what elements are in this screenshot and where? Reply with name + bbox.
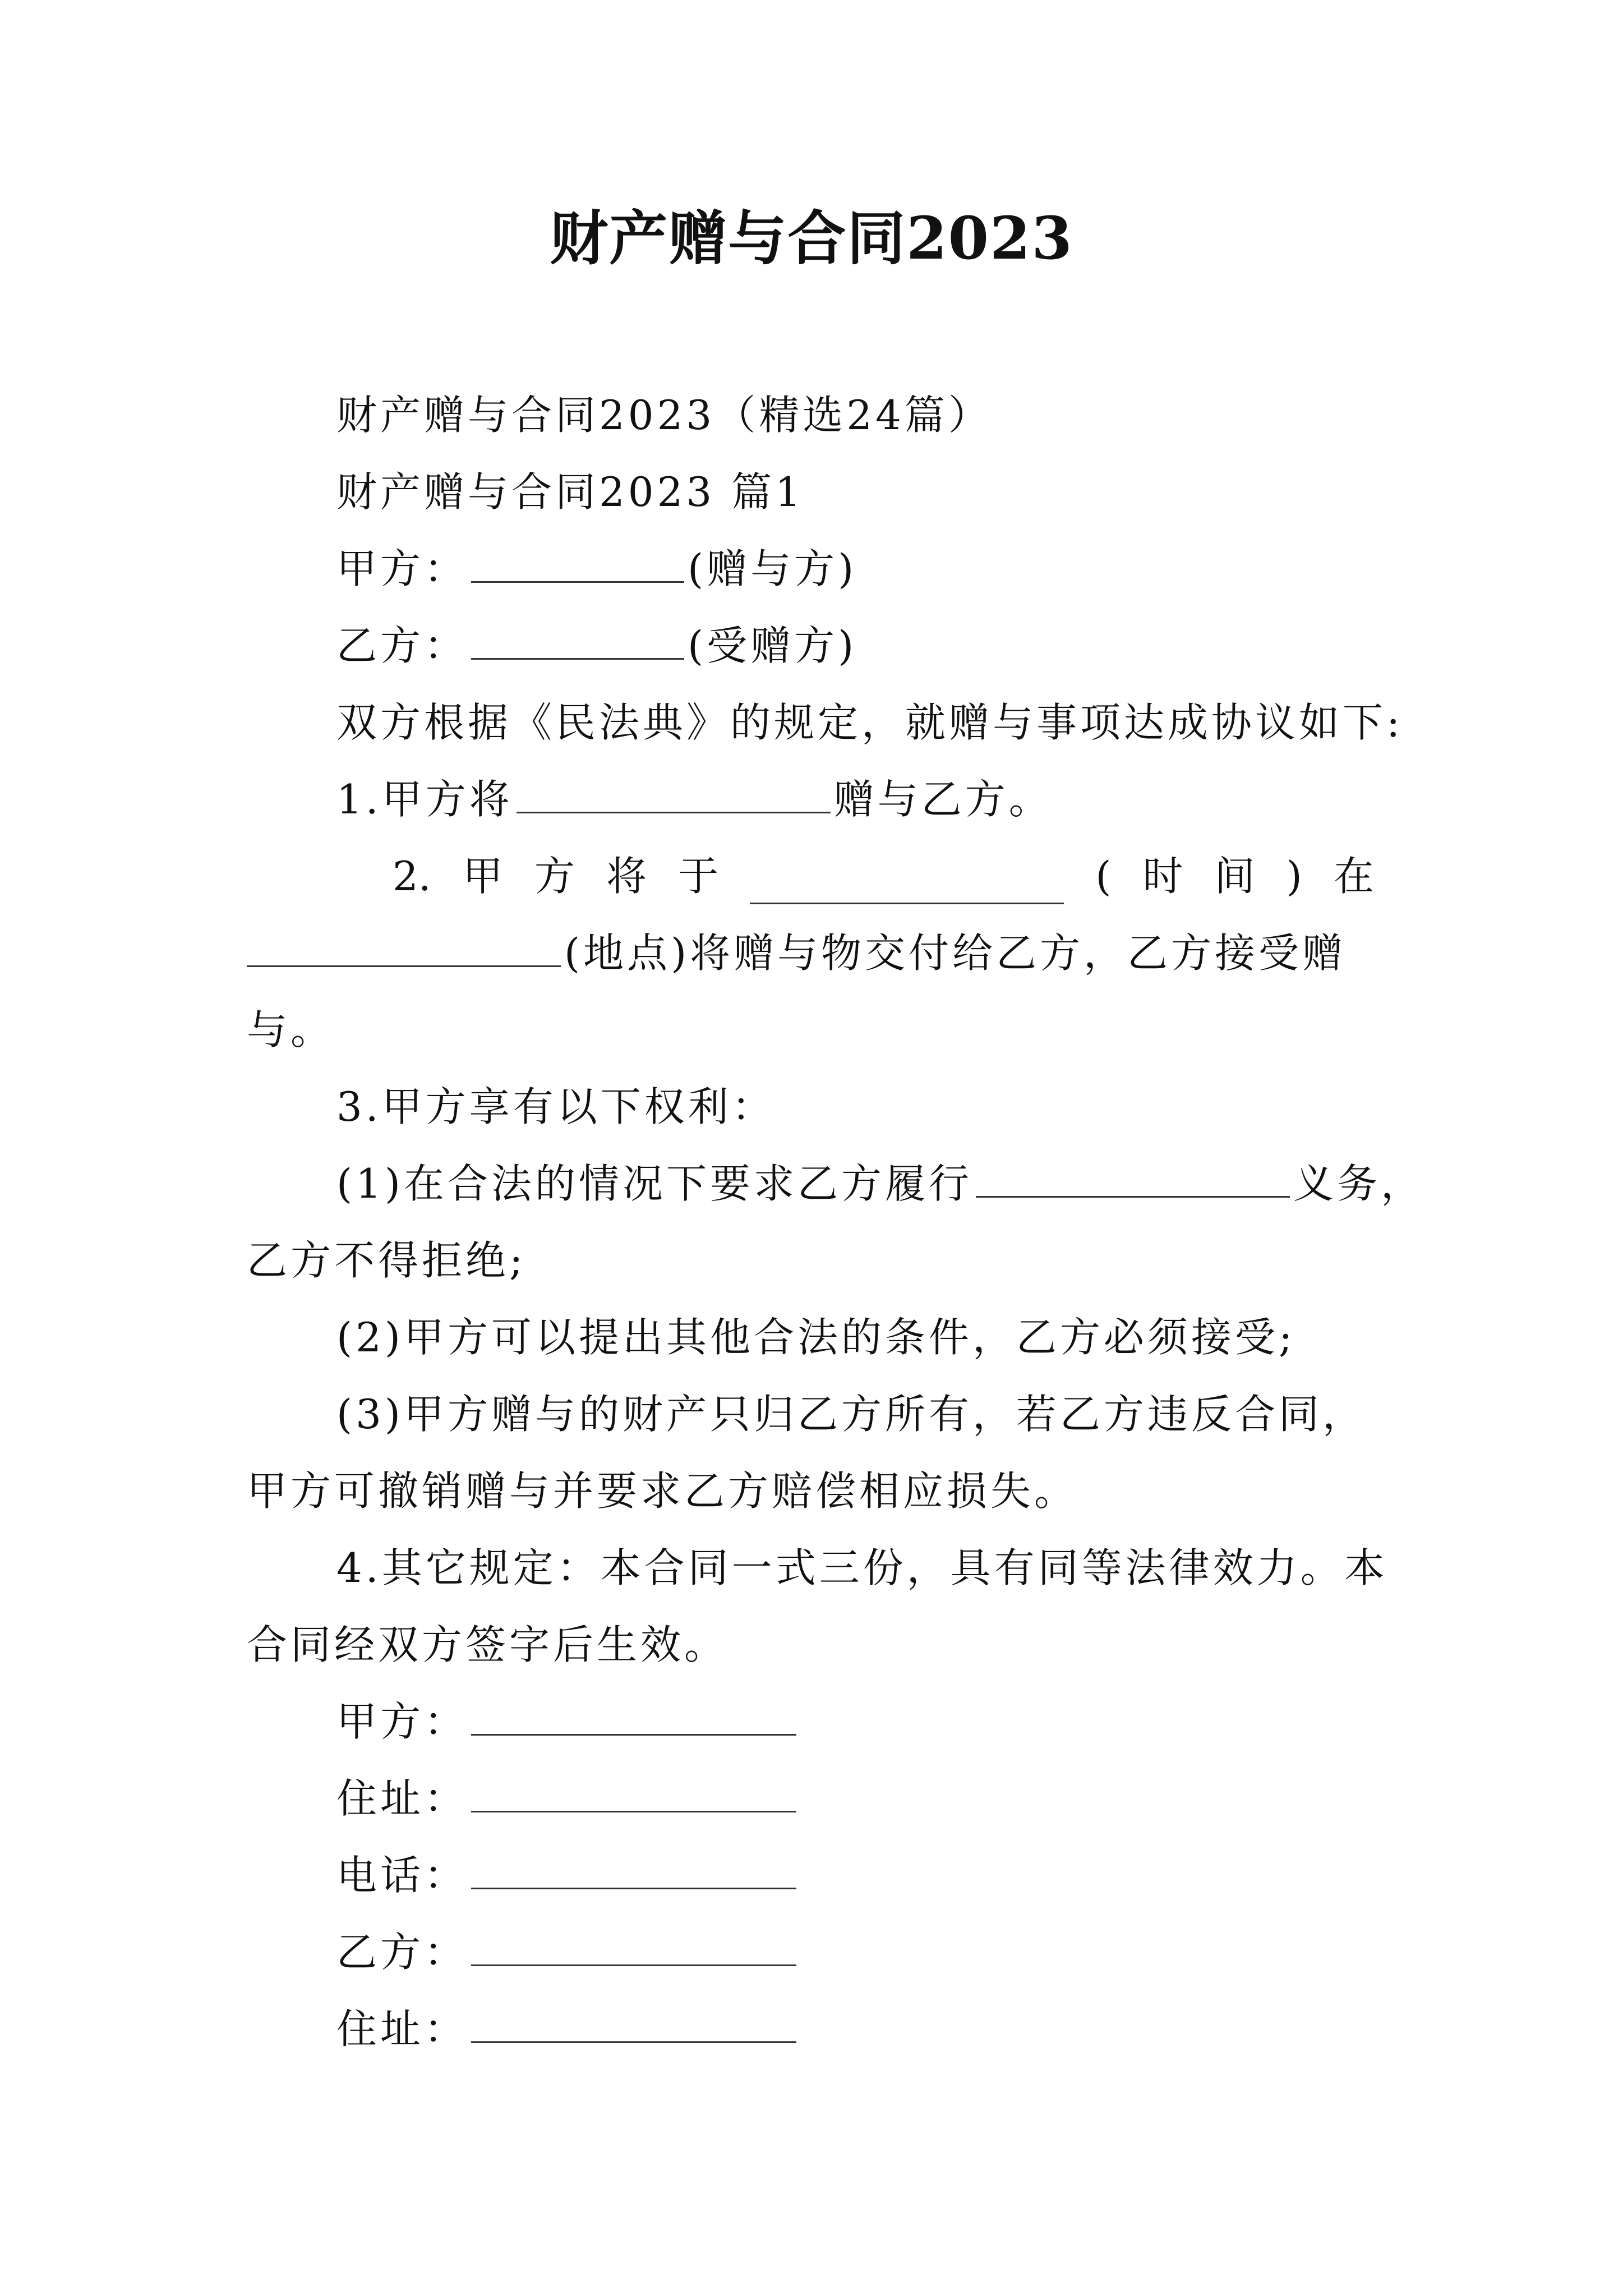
clause-3-item-2: (2)甲方可以提出其他合法的条件，乙方必须接受;: [336, 1314, 1296, 1361]
clause-2-place-blank: [247, 928, 561, 967]
signature-address-a: [336, 1770, 800, 1826]
section-heading: 财产赠与合同2023 篇1: [336, 468, 804, 516]
party-a-line: [336, 541, 857, 597]
party-a-label: 甲方：: [336, 545, 468, 592]
signature-label: 住址：: [336, 2005, 468, 2053]
clause-2-char: 时: [1142, 853, 1183, 900]
clause-2-char: 甲: [462, 853, 503, 900]
signature-phone-a: [336, 1847, 800, 1903]
clause-4-line2: 合同经双方签字后生效。: [247, 1621, 728, 1668]
clause-3-item-1-blank: [976, 1159, 1290, 1198]
party-b-blank: [471, 621, 684, 660]
document-subtitle: 财产赠与合同2023（精选24篇）: [336, 392, 992, 439]
clause-2-line1: [393, 848, 1374, 904]
party-a-role: (赠与方): [688, 545, 857, 592]
signature-blank: [471, 1851, 796, 1889]
clause-3-item-1-suffix: 义务，: [1293, 1160, 1425, 1207]
clause-4-line1: 4.其它规定：本合同一式三份，具有同等法律效力。本: [336, 1544, 1388, 1591]
clause-2-char: ): [1286, 853, 1302, 900]
clause-2-time-blank: [750, 866, 1064, 904]
document-title: 财产赠与合同2023: [550, 204, 1073, 273]
party-b-line: [336, 618, 857, 674]
signature-address-b: [336, 2001, 800, 2057]
signature-blank: [471, 1697, 796, 1736]
clause-1-suffix: 赠与乙方。: [833, 776, 1053, 823]
signature-blank: [471, 1927, 796, 1966]
clause-3-item-1-line2: 乙方不得拒绝;: [247, 1237, 527, 1284]
clause-2-line2-text: (地点)将赠与物交付给乙方，乙方接受赠: [564, 930, 1347, 977]
party-b-role: (受赠方): [688, 622, 857, 669]
clause-3-item-1: [336, 1156, 1424, 1212]
signature-label: 住址：: [336, 1775, 468, 1822]
signature-blank: [471, 2004, 796, 2043]
clause-2-line3: 与。: [247, 1006, 335, 1053]
signature-party-b: [336, 1924, 800, 1980]
party-b-label: 乙方：: [336, 622, 468, 669]
clause-3-heading: 3.甲方享有以下权利：: [336, 1083, 776, 1130]
clause-1-prefix: 1.甲方将: [336, 776, 513, 823]
clause-2-char: 在: [1333, 853, 1374, 900]
signature-label: 乙方：: [336, 1929, 468, 1976]
clause-1: [336, 771, 1053, 827]
signature-party-a: [336, 1694, 800, 1750]
clause-2-char: 间: [1214, 853, 1255, 900]
clause-1-blank: [517, 775, 831, 813]
party-a-blank: [471, 544, 684, 583]
clause-3-item-3-line1: (3)甲方赠与的财产只归乙方所有，若乙方违反合同，: [336, 1391, 1366, 1438]
clause-2-char: 2.: [393, 853, 431, 900]
clause-3-item-3-line2: 甲方可撤销赠与并要求乙方赔偿相应损失。: [247, 1467, 1078, 1515]
clause-3-item-1-prefix: (1)在合法的情况下要求乙方履行: [336, 1160, 972, 1207]
clause-2-char: 将: [606, 853, 647, 900]
clause-2-char: 于: [678, 853, 719, 900]
clause-2-char: (: [1095, 853, 1112, 900]
signature-label: 电话：: [336, 1852, 468, 1899]
signature-label: 甲方：: [336, 1698, 468, 1745]
intro-paragraph: 双方根据《民法典》的规定，就赠与事项达成协议如下:: [336, 699, 1404, 746]
signature-blank: [471, 1774, 796, 1812]
clause-2-char: 方: [534, 853, 575, 900]
clause-2-line2: [247, 925, 1346, 981]
